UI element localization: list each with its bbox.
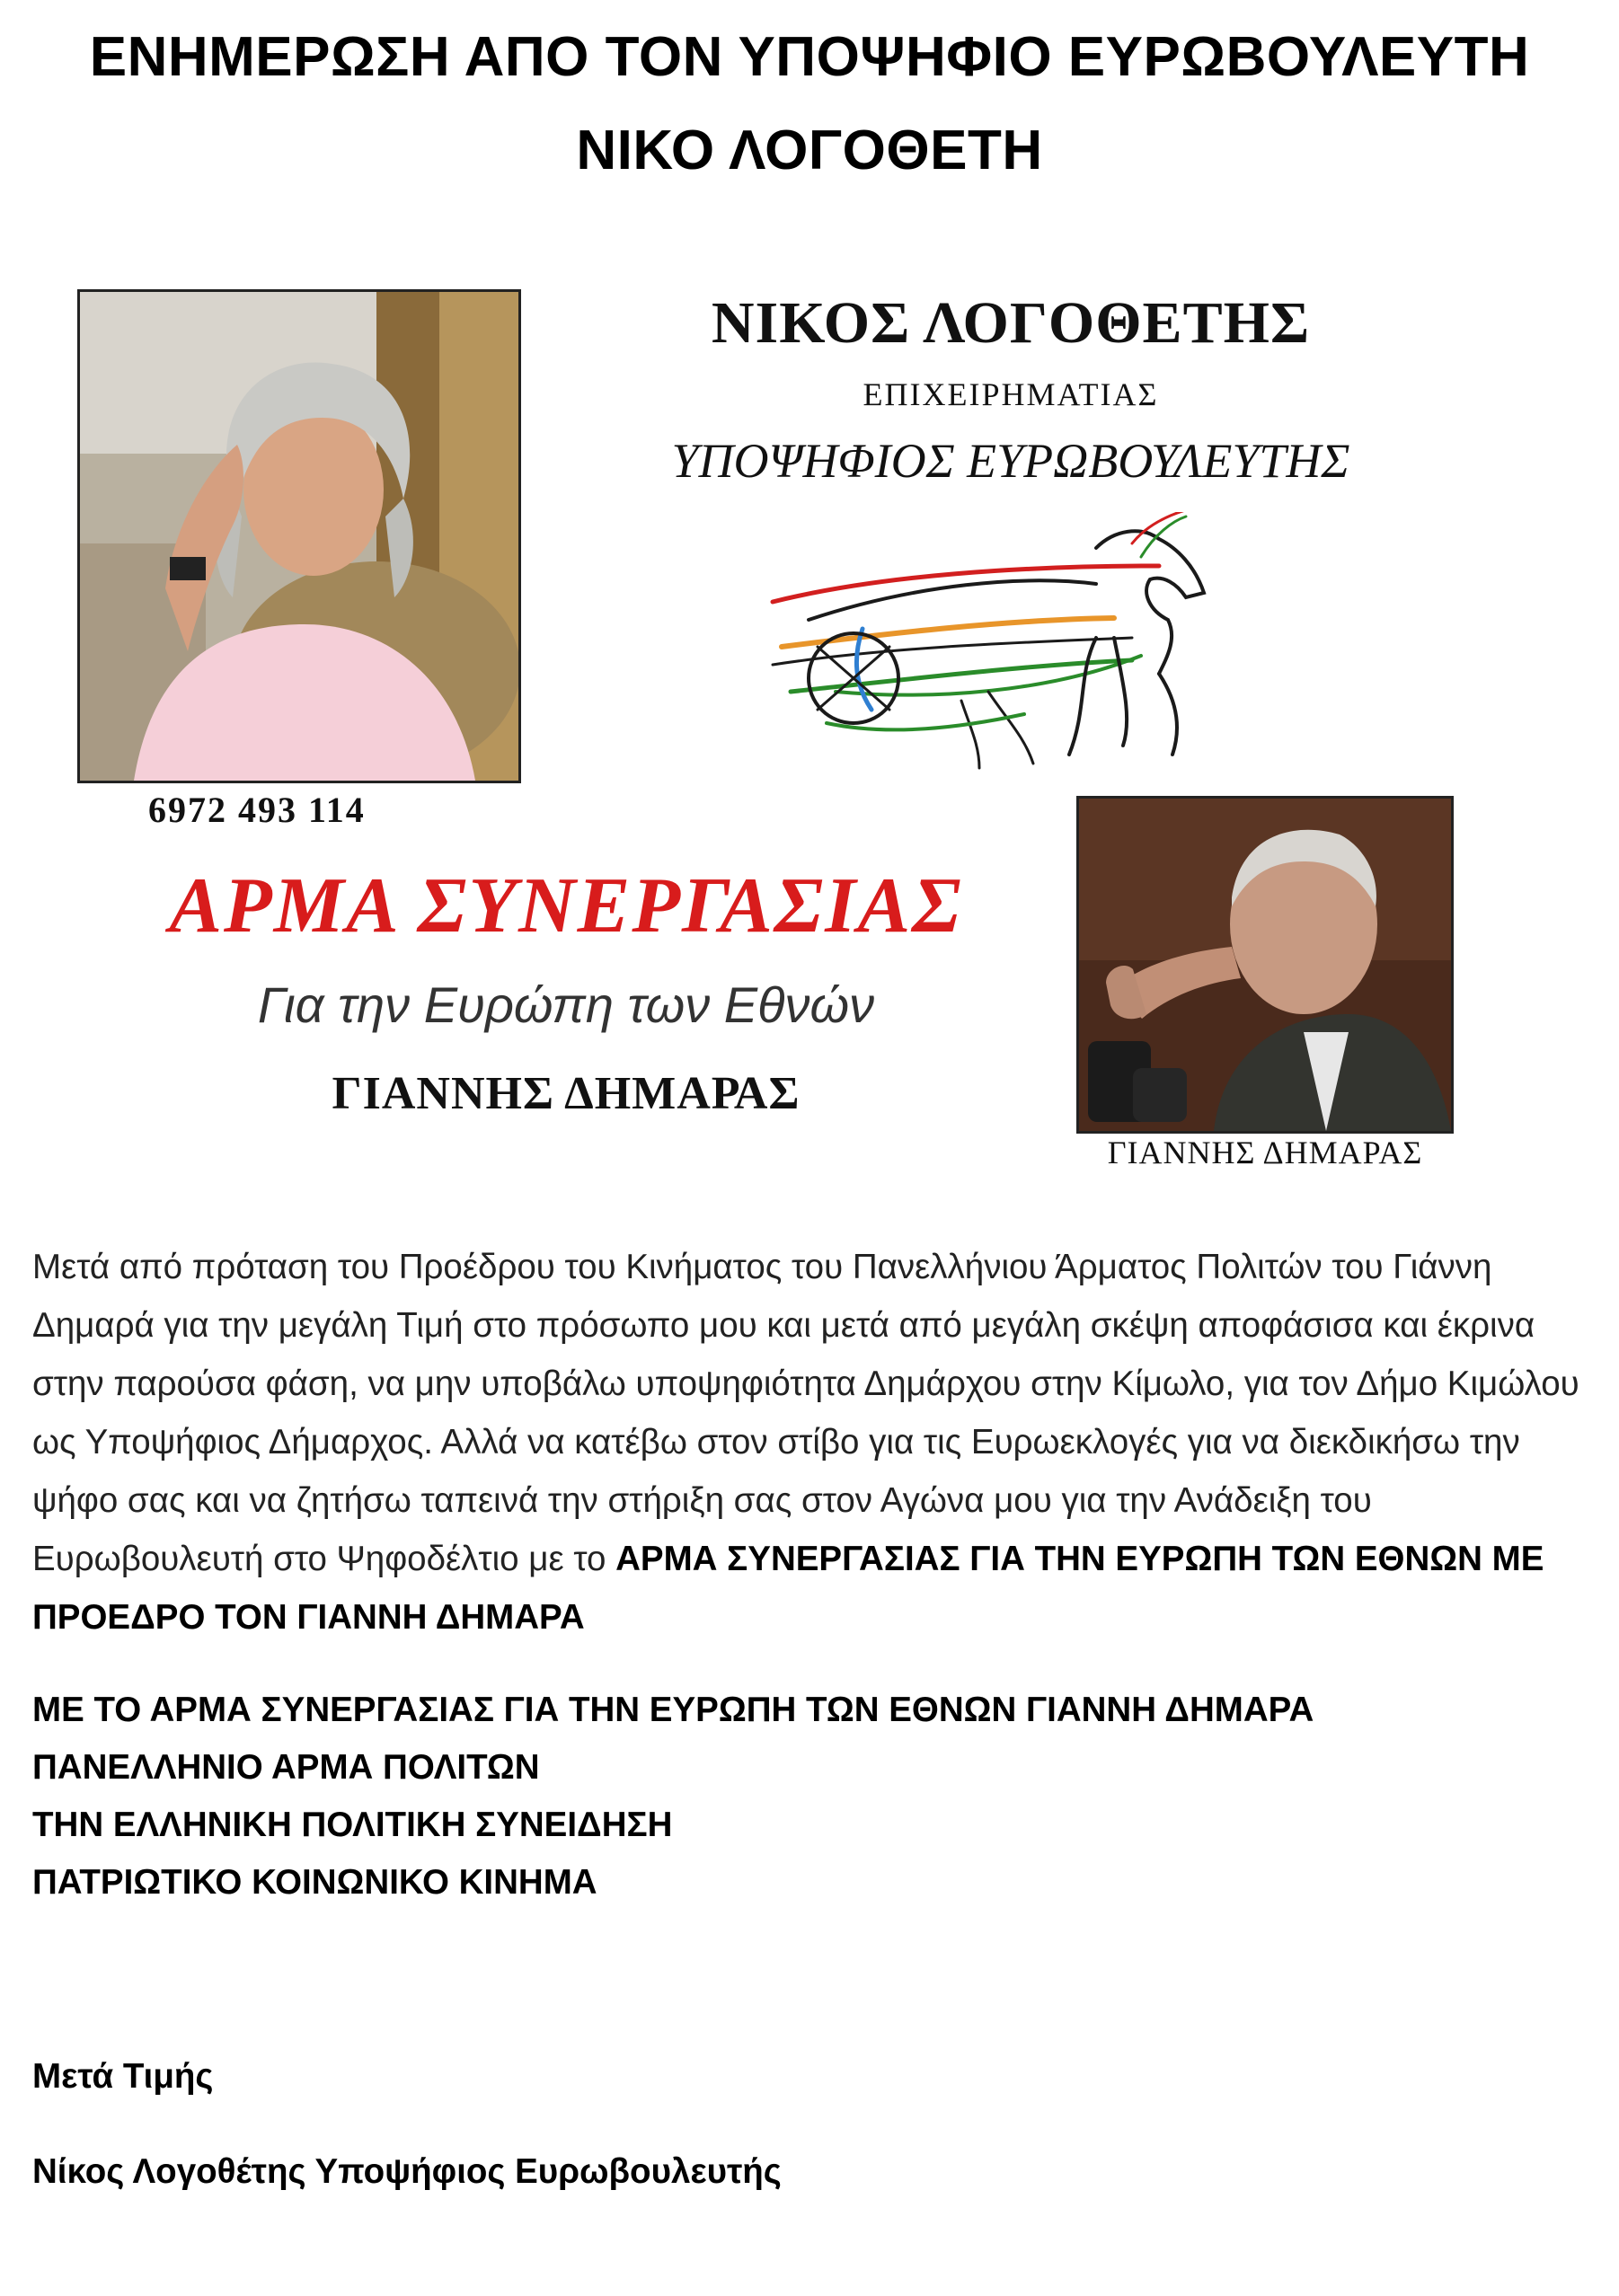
slogan-line: ΜΕ ΤΟ ΑΡΜΑ ΣΥΝΕΡΓΑΣΙΑΣ ΓΙΑ ΤΗΝ ΕΥΡΩΠΗ ΤΩΝ ΕΘΝΩΝ ΓΙΑΝΝΗ ΔΗΜΑΡΑ <box>32 1691 1314 1729</box>
signature-line: Νίκος Λογοθέτης Υποψήφιος Ευρωβουλευτής <box>32 2152 782 2191</box>
body-paragraph <box>32 1238 1587 1647</box>
candidate-occupation: ΕΠΙΧΕΙΡΗΜΑΤΙΑΣ <box>863 376 1159 412</box>
party-leader-name: ΓΙΑΝΝΗΣ ΔΗΜΑΡΑΣ <box>332 1068 801 1119</box>
party-tagline: Για την Ευρώπη των Εθνών <box>257 976 875 1033</box>
page-title-line-1: ΕΝΗΜΕΡΩΣΗ ΑΠΟ ΤΟΝ ΥΠΟΨΗΦΙΟ ΕΥΡΩΒΟΥΛΕΥΤΗ <box>89 26 1530 88</box>
page-title-line-2: ΝΙΚΟ ΛΟΓΟΘΕΤΗ <box>576 119 1043 181</box>
party-leader-photo-caption: ΓΙΑΝΝΗΣ ΔΗΜΑΡΑΣ <box>1107 1135 1423 1170</box>
candidate-photo <box>77 289 521 783</box>
body-paragraph-bold-tail: ΑΡΜΑ ΣΥΝΕΡΓΑΣΙΑΣ ΓΙΑ ΤΗΝ ΕΥΡΩΠΗ ΤΩΝ ΕΘΝΩΝ ΜΕ ΠΡΟΕΔΡΟ ΤΟΝ ΓΙΑΝΝΗ ΔΗΜΑΡΑ <box>32 1540 1544 1637</box>
chariot-logo-icon <box>755 512 1258 782</box>
candidate-name: ΝΙΚΟΣ ΛΟΓΟΘΕΤΗΣ <box>711 290 1311 356</box>
slogan-line: ΠΑΝΕΛΛΗΝΙΟ ΑΡΜΑ ΠΟΛΙΤΩΝ <box>32 1748 540 1787</box>
party-name: ΑΡΜΑ ΣΥΝΕΡΓΑΣΙΑΣ <box>169 862 963 949</box>
slogan-line: ΠΑΤΡΙΩΤΙΚΟ ΚΟΙΝΩΝΙΚΟ ΚΙΝΗΜΑ <box>32 1863 597 1902</box>
closing-salutation: Μετά Τιμής <box>32 2057 214 2096</box>
party-leader-photo <box>1076 796 1454 1134</box>
body-paragraph-text: Μετά από πρόταση του Προέδρου του Κινήματος του Πανελλήνιου Άρματος Πολιτών του Γιάννη Δημαρά για την μεγάλη Τιμή στο πρόσωπο μου και μετά από μεγάλη σκέψη αποφάσισα και έκρινα στην παρούσα φάση, να μην υποβάλω υποψηφιότητα Δημάρχου στην Κίμωλο, για τον Δήμο Κιμώλου ως Υποψήφιος Δήμαρχος. Αλλά να κατέβω στον στίβο για τις Ευρωεκλογές για να διεκδικήσω την ψήφο σας και να ζητήσω ταπεινά την στήριξη σας στον Αγώνα μου για την Ανάδειξη του Ευρωβουλευτή στο Ψηφοδέλτιο με το <box>32 1248 1579 1578</box>
candidate-role: ΥΠΟΨΗΦΙΟΣ ΕΥΡΩΒΟΥΛΕΥΤΗΣ <box>671 434 1350 488</box>
phone-number: 6972 493 114 <box>148 790 366 830</box>
slogan-line: ΤΗΝ ΕΛΛΗΝΙΚΗ ΠΟΛΙΤΙΚΗ ΣΥΝΕΙΔΗΣΗ <box>32 1806 673 1844</box>
